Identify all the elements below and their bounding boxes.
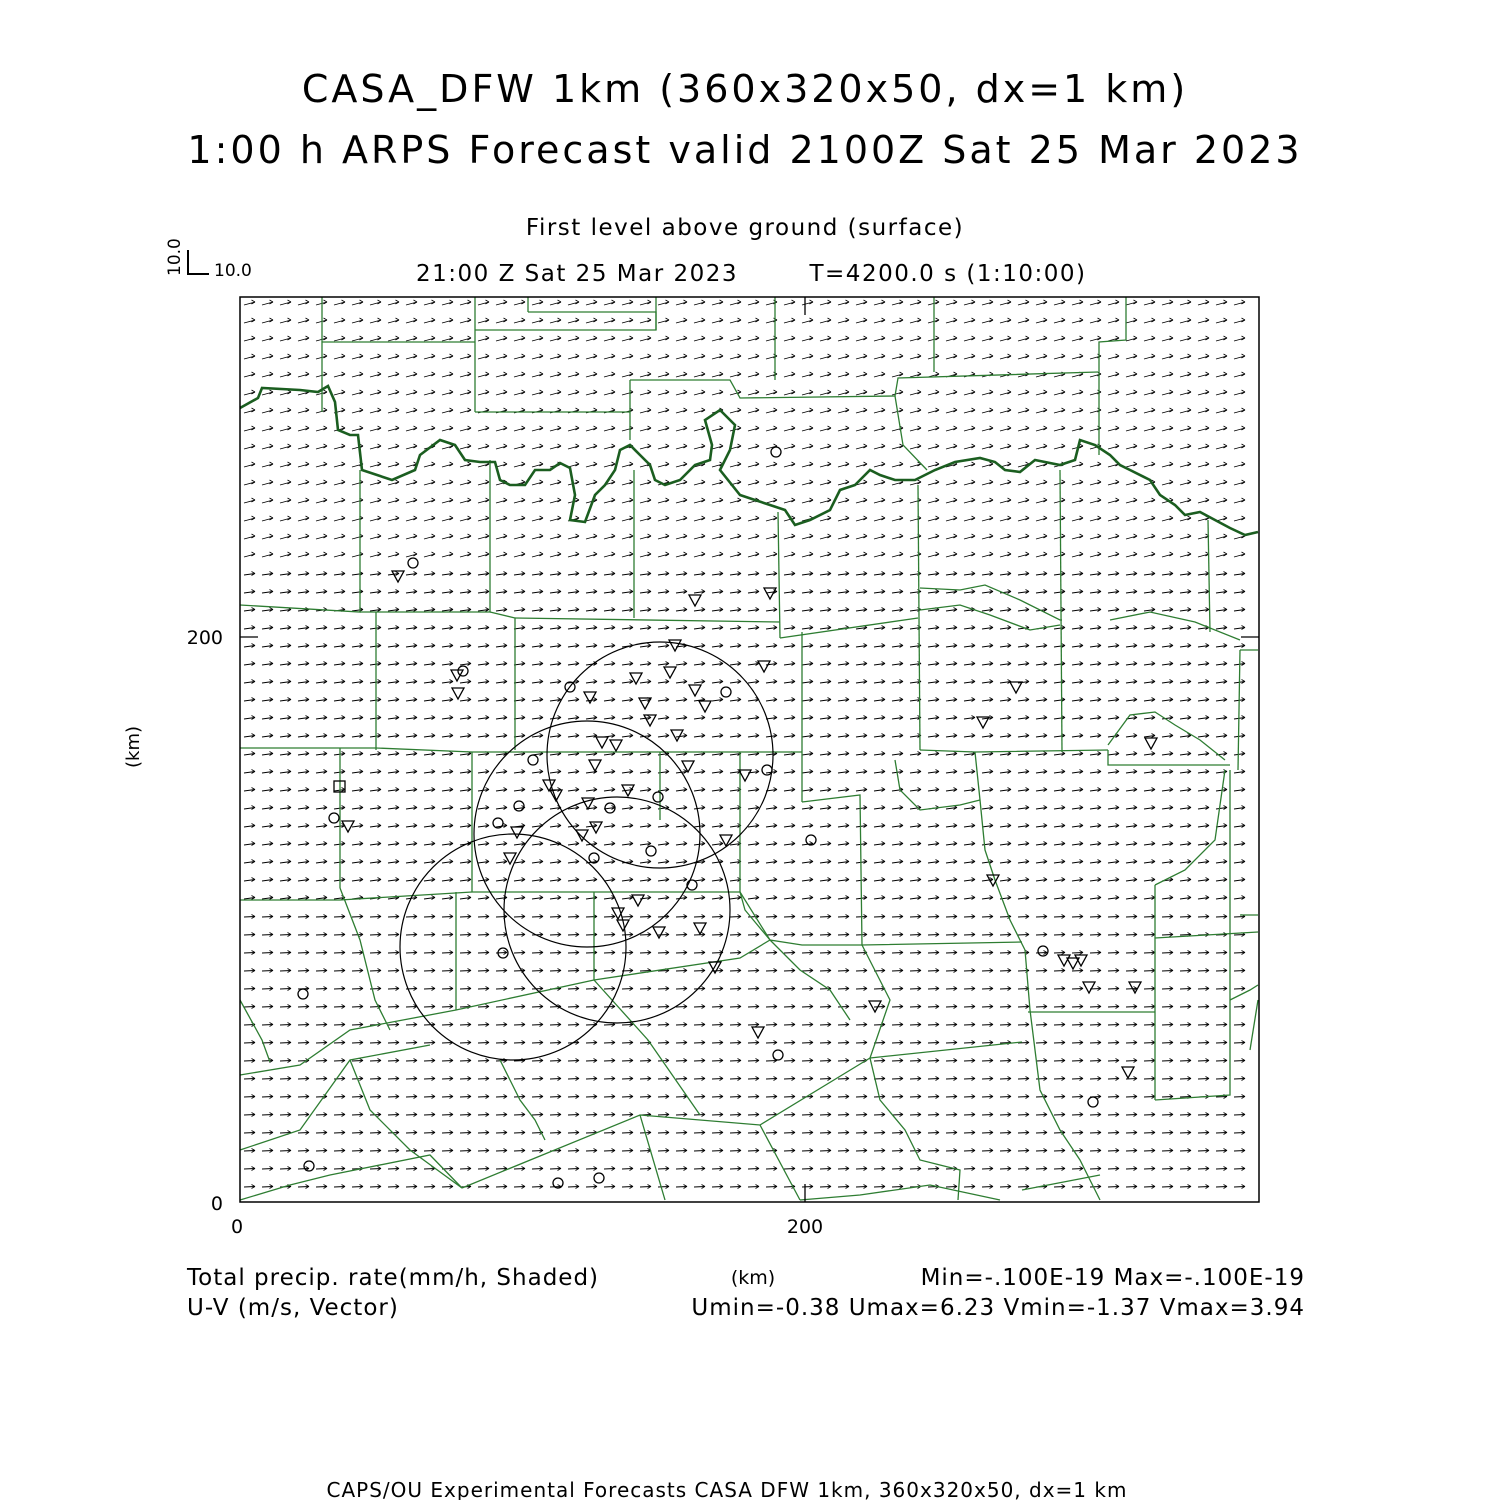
y-axis-label: (km) bbox=[123, 725, 144, 769]
vector-field-label: U-V (m/s, Vector) bbox=[187, 1295, 399, 1321]
subtitle: First level above ground (surface) bbox=[525, 215, 965, 241]
x-tick-200: 200 bbox=[786, 1216, 824, 1238]
y-tick-200: 200 bbox=[186, 627, 223, 649]
min-max-label: Min=-.100E-19 Max=-.100E-19 bbox=[920, 1265, 1305, 1291]
y-tick-0: 0 bbox=[210, 1193, 223, 1215]
x-tick-0: 0 bbox=[230, 1216, 244, 1238]
shaded-field-label: Total precip. rate(mm/h, Shaded) bbox=[187, 1265, 600, 1291]
valid-time: 21:00 Z Sat 25 Mar 2023 bbox=[416, 261, 738, 287]
map-plot bbox=[240, 297, 1259, 1202]
title-line-1: CASA_DFW 1km (360x320x50, dx=1 km) bbox=[301, 67, 1189, 111]
footer-credit: CAPS/OU Experimental Forecasts CASA DFW 1km, 360x320x50, dx=1 km bbox=[326, 1478, 1128, 1500]
title-line-2: 1:00 h ARPS Forecast valid 2100Z Sat 25 Mar 2023 bbox=[187, 128, 1303, 172]
x-axis-label: (km) bbox=[730, 1267, 776, 1289]
vector-scale-u: 10.0 bbox=[214, 261, 252, 281]
vector-scale-key bbox=[165, 238, 252, 281]
vector-scale-v: 10.0 bbox=[165, 238, 185, 276]
uv-stats-label: Umin=-0.38 Umax=6.23 Vmin=-1.37 Vmax=3.94 bbox=[691, 1295, 1305, 1321]
model-time: T=4200.0 s (1:10:00) bbox=[809, 261, 1087, 287]
